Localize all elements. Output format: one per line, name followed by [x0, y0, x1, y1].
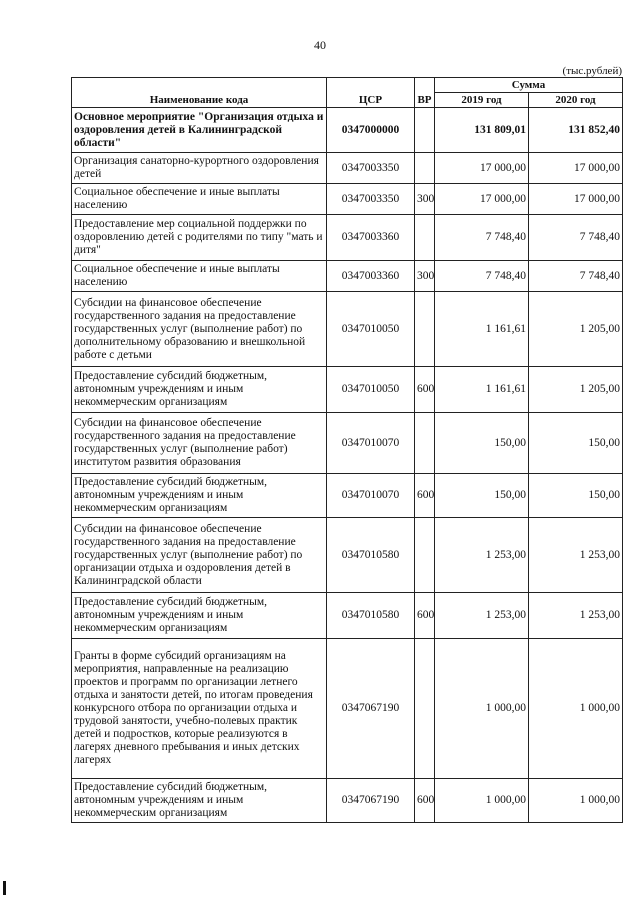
row-csr-code: 0347010050: [327, 367, 415, 413]
table-row: [72, 215, 623, 261]
table-body: [72, 108, 623, 823]
row-name: Предоставление мер социальной поддержки по оздоровлению детей с родителями по типу "мать и дитя": [72, 215, 327, 261]
row-sum-2019: 150,00: [435, 413, 529, 474]
row-sum-2020: 1 205,00: [529, 367, 623, 413]
header-name: Наименование кода: [72, 78, 327, 108]
table-row: [72, 292, 623, 367]
row-csr-code: 0347003350: [327, 153, 415, 184]
row-vr-code: [415, 518, 435, 593]
row-sum-2020: 1 205,00: [529, 292, 623, 367]
row-csr-code: 0347003360: [327, 215, 415, 261]
row-sum-2019: 1 000,00: [435, 639, 529, 779]
row-sum-2020: 1 253,00: [529, 518, 623, 593]
row-csr-code: 0347067190: [327, 639, 415, 779]
row-vr-code: 600: [415, 474, 435, 518]
header-row: [72, 78, 623, 93]
row-name: Субсидии на финансовое обеспечение государственного задания на предоставление государственных услуг (выполнение работ) институтом развития образования: [72, 413, 327, 474]
row-vr-code: [415, 108, 435, 153]
units-label: (тыс.рублей): [562, 65, 622, 77]
row-sum-2020: 1 000,00: [529, 779, 623, 823]
row-csr-code: 0347003360: [327, 261, 415, 292]
table-row: [72, 639, 623, 779]
row-sum-2019: 1 161,61: [435, 292, 529, 367]
row-name: Предоставление субсидий бюджетным, автономным учреждениям и иным некоммерческим организациям: [72, 367, 327, 413]
row-name: Субсидии на финансовое обеспечение государственного задания на предоставление государственных услуг (выполнение работ) по дополнительному образованию и внешкольной работе с детьми: [72, 292, 327, 367]
row-sum-2020: 150,00: [529, 474, 623, 518]
table-row: [72, 413, 623, 474]
row-sum-2020: 7 748,40: [529, 261, 623, 292]
row-sum-2019: 1 253,00: [435, 518, 529, 593]
scan-edge-mark: [3, 881, 6, 895]
table-row: [72, 367, 623, 413]
row-vr-code: 300: [415, 261, 435, 292]
row-vr-code: 600: [415, 367, 435, 413]
table-row: [72, 593, 623, 639]
row-vr-code: [415, 413, 435, 474]
row-sum-2020: 131 852,40: [529, 108, 623, 153]
row-name: Предоставление субсидий бюджетным, автономным учреждениям и иным некоммерческим организациям: [72, 593, 327, 639]
row-csr-code: 0347010580: [327, 593, 415, 639]
row-csr-code: 0347067190: [327, 779, 415, 823]
header-sum: Сумма: [435, 78, 623, 93]
row-sum-2019: 17 000,00: [435, 153, 529, 184]
row-name: Основное мероприятие "Организация отдыха и оздоровления детей в Калининградской области": [72, 108, 327, 153]
header-year-2019: 2019 год: [435, 93, 529, 108]
row-name: Субсидии на финансовое обеспечение государственного задания на предоставление государственных услуг (выполнение работ) по организации отдыха и оздоровления детей в Калининградской области: [72, 518, 327, 593]
row-name: Социальное обеспечение и иные выплаты населению: [72, 184, 327, 215]
row-vr-code: 300: [415, 184, 435, 215]
row-vr-code: [415, 153, 435, 184]
row-sum-2020: 17 000,00: [529, 153, 623, 184]
row-vr-code: 600: [415, 779, 435, 823]
row-sum-2019: 131 809,01: [435, 108, 529, 153]
row-name: Предоставление субсидий бюджетным, автономным учреждениям и иным некоммерческим организациям: [72, 779, 327, 823]
header-vr: ВР: [415, 78, 435, 108]
row-sum-2020: 150,00: [529, 413, 623, 474]
row-sum-2020: 7 748,40: [529, 215, 623, 261]
row-name: Предоставление субсидий бюджетным, автономным учреждениям и иным некоммерческим организациям: [72, 474, 327, 518]
table-row: [72, 108, 623, 153]
row-csr-code: 0347003350: [327, 184, 415, 215]
row-csr-code: 0347010070: [327, 413, 415, 474]
row-vr-code: [415, 215, 435, 261]
row-sum-2019: 1 161,61: [435, 367, 529, 413]
table-row: [72, 518, 623, 593]
row-sum-2019: 1 000,00: [435, 779, 529, 823]
page-number: 40: [314, 38, 326, 52]
row-csr-code: 0347010050: [327, 292, 415, 367]
table-row: [72, 153, 623, 184]
table-row: [72, 184, 623, 215]
header-year-2020: 2020 год: [529, 93, 623, 108]
header-csr: ЦСР: [327, 78, 415, 108]
row-sum-2020: 1 253,00: [529, 593, 623, 639]
row-csr-code: 0347010580: [327, 518, 415, 593]
table-row: [72, 474, 623, 518]
table-row: [72, 779, 623, 823]
row-csr-code: 0347000000: [327, 108, 415, 153]
row-sum-2019: 150,00: [435, 474, 529, 518]
row-csr-code: 0347010070: [327, 474, 415, 518]
row-vr-code: [415, 292, 435, 367]
budget-table: [71, 77, 623, 823]
row-vr-code: [415, 639, 435, 779]
row-sum-2020: 17 000,00: [529, 184, 623, 215]
row-vr-code: 600: [415, 593, 435, 639]
row-sum-2019: 7 748,40: [435, 215, 529, 261]
row-sum-2019: 17 000,00: [435, 184, 529, 215]
row-sum-2019: 7 748,40: [435, 261, 529, 292]
row-sum-2020: 1 000,00: [529, 639, 623, 779]
row-sum-2019: 1 253,00: [435, 593, 529, 639]
row-name: Организация санаторно-курортного оздоровления детей: [72, 153, 327, 184]
row-name: Гранты в форме субсидий организациям на мероприятия, направленные на реализацию проектов и программ по организации летнего отдыха и занятости детей, по итогам проведения конкурсного отбора по организации отдыха и трудовой занятости, учебно-полевых практик детей и подростков, которые реализуются в лагерях дневного пребывания и иных детских лагерях: [72, 639, 327, 779]
row-name: Социальное обеспечение и иные выплаты населению: [72, 261, 327, 292]
table-row: [72, 261, 623, 292]
